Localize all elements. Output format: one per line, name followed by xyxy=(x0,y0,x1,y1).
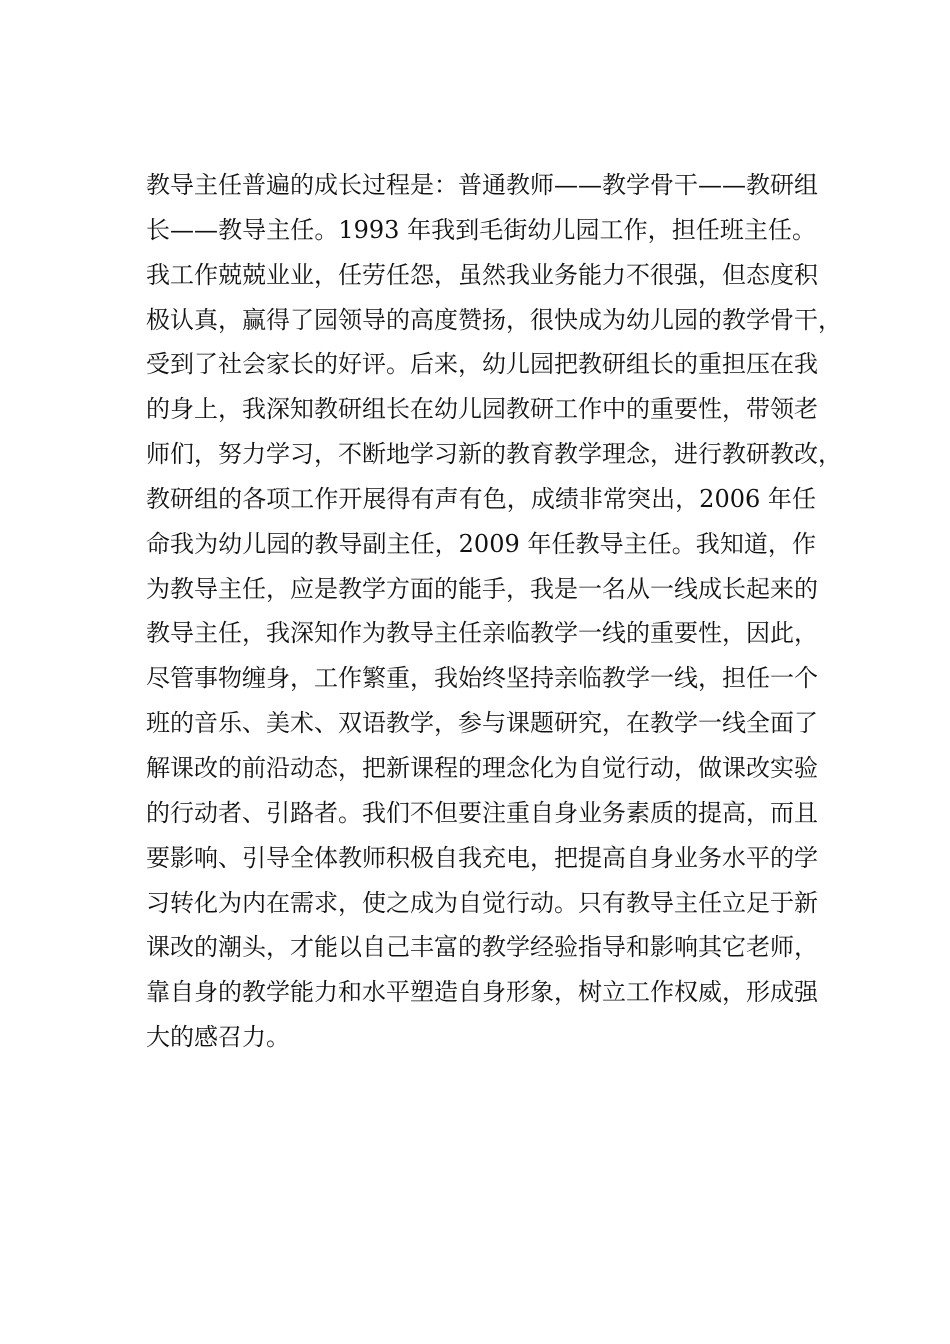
paragraph-line-18: 课改的潮头，才能以自己丰富的教学经验指导和影响其它老师， xyxy=(146,933,818,962)
paragraph-line-17: 习转化为内在需求，使之成为自觉行动。只有教导主任立足于新 xyxy=(146,888,818,917)
paragraph-line-13: 班的音乐、美术、双语教学，参与课题研究，在教学一线全面了 xyxy=(146,709,818,738)
paragraph-line-14: 解课改的前沿动态，把新课程的理念化为自觉行动，做课改实验 xyxy=(146,753,818,782)
paragraph-line-20: 大的感召力。 xyxy=(146,1023,290,1052)
paragraph-line-4: 极认真，赢得了园领导的高度赞扬，很快成为幼儿园的教学骨干， xyxy=(146,305,842,334)
paragraph-line-5: 受到了社会家长的好评。后来，幼儿园把教研组长的重担压在我 xyxy=(146,350,818,379)
paragraph-line-19: 靠自身的教学能力和水平塑造自身形象，树立工作权威，形成强 xyxy=(146,978,818,1007)
paragraph-line-7: 师们，努力学习，不断地学习新的教育教学理念，进行教研教改， xyxy=(146,440,842,469)
paragraph-line-8: 教研组的各项工作开展得有声有色，成绩非常突出，2006 年任 xyxy=(146,484,816,513)
paragraph-line-12: 尽管事物缠身，工作繁重，我始终坚持亲临教学一线，担任一个 xyxy=(146,664,818,693)
paragraph-line-16: 要影响、引导全体教师积极自我充电，把提高自身业务水平的学 xyxy=(146,843,818,872)
paragraph-line-2: 长——教导主任。1993 年我到毛街幼儿园工作，担任班主任。 xyxy=(146,215,816,244)
paragraph-line-10: 为教导主任，应是教学方面的能手，我是一名从一线成长起来的 xyxy=(146,574,818,603)
paragraph-line-6: 的身上，我深知教研组长在幼儿园教研工作中的重要性，带领老 xyxy=(146,395,818,424)
paragraph-line-1: 教导主任普遍的成长过程是：普通教师——教学骨干——教研组 xyxy=(146,171,818,199)
body-paragraph xyxy=(146,163,842,1060)
paragraph-line-11: 教导主任，我深知作为教导主任亲临教学一线的重要性，因此， xyxy=(146,619,818,648)
paragraph-line-15: 的行动者、引路者。我们不但要注重自身业务素质的提高，而且 xyxy=(146,798,818,827)
paragraph-line-3: 我工作兢兢业业，任劳任怨，虽然我业务能力不很强，但态度积 xyxy=(146,260,818,289)
paragraph-line-9: 命我为幼儿园的教导副主任，2009 年任教导主任。我知道，作 xyxy=(146,529,816,558)
